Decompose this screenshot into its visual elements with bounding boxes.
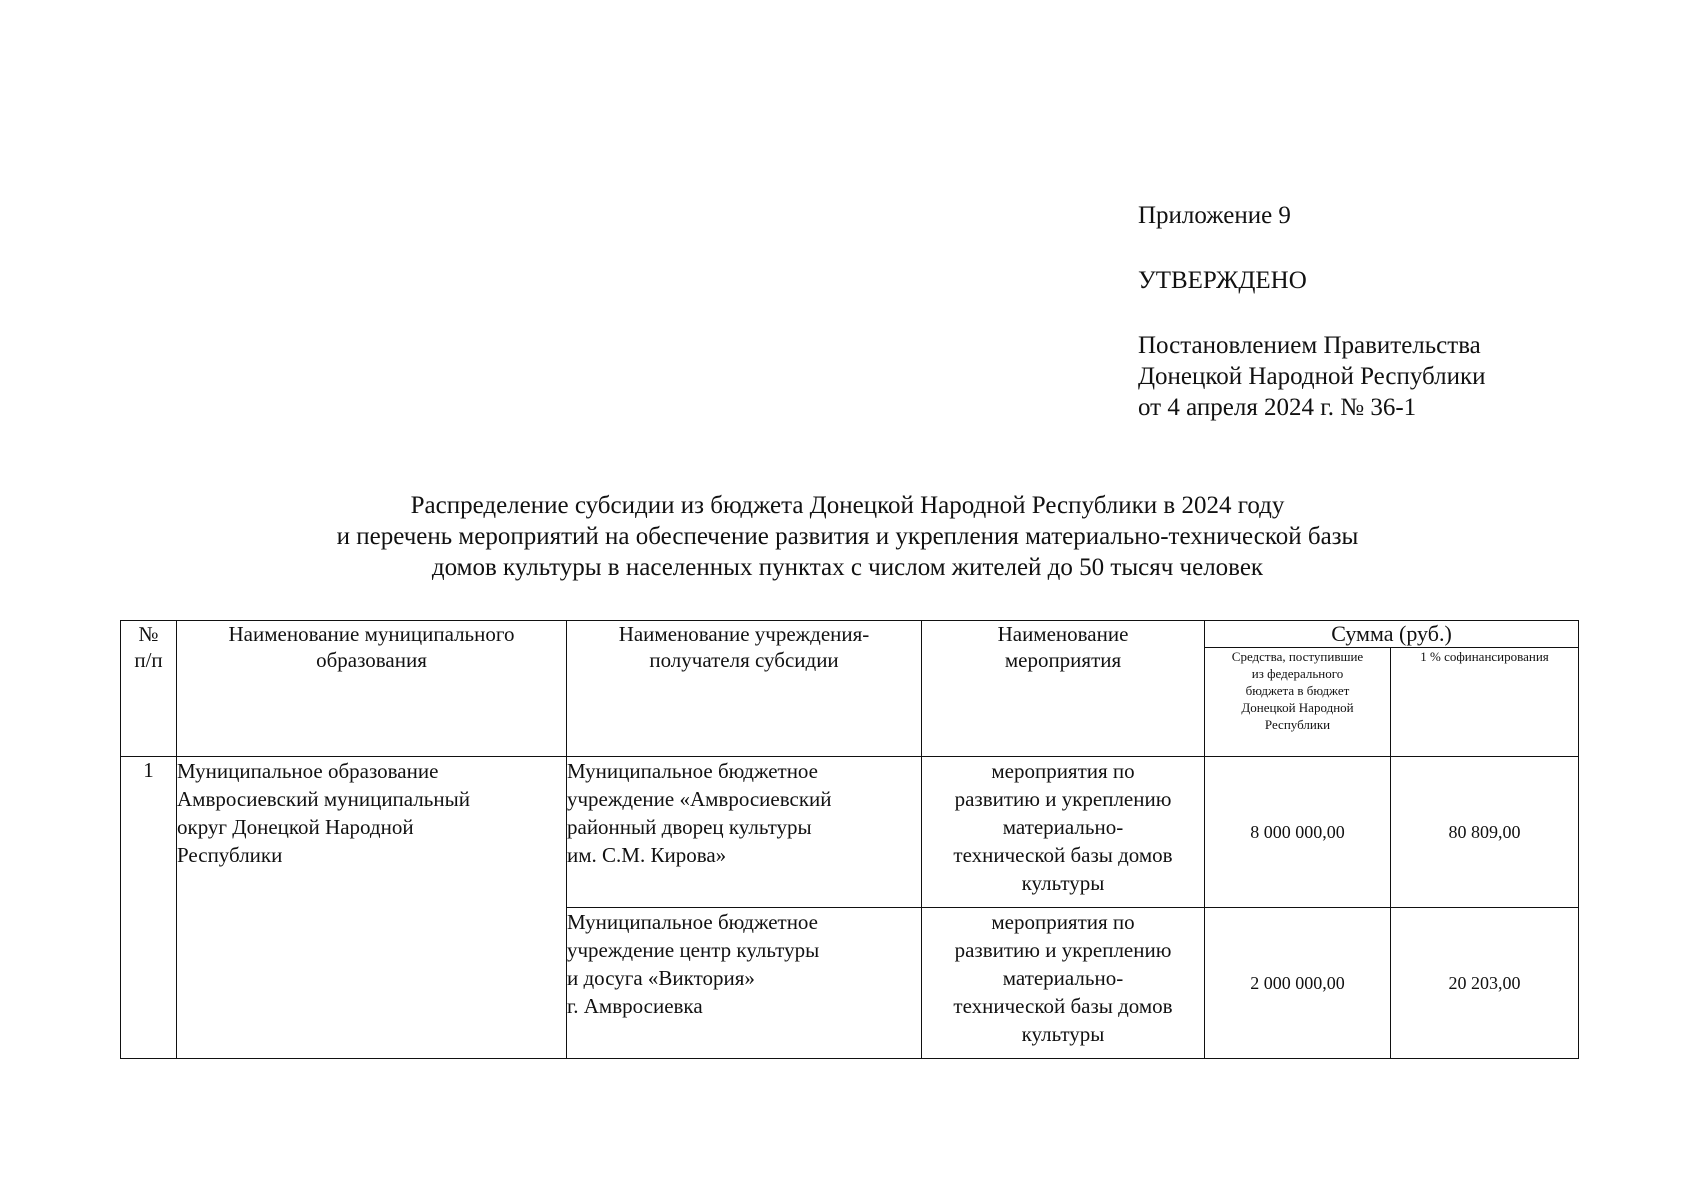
approval-block xyxy=(1138,200,1638,423)
appendix-label: Приложение 9 xyxy=(1138,202,1291,229)
header-event: Наименование мероприятия xyxy=(922,621,1205,757)
decree-line-1: Постановлением Правительства xyxy=(1138,332,1481,359)
title-line-1: Распределение субсидии из бюджета Донецкой Народной Республики в 2024 году xyxy=(410,492,1285,519)
header-municipality: Наименование муниципального образования xyxy=(177,621,567,757)
table-header-row-1 xyxy=(121,621,1579,648)
title-line-3: домов культуры в населенных пунктах с числом жителей до 50 тысяч человек xyxy=(431,554,1264,581)
document-title xyxy=(120,490,1575,583)
federal-amount: 8 000 000,00 xyxy=(1205,757,1391,908)
header-cofinancing: 1 % софинансирования xyxy=(1391,648,1579,757)
federal-amount: 2 000 000,00 xyxy=(1205,908,1391,1059)
header-sum: Сумма (руб.) xyxy=(1205,621,1579,648)
cofinancing-amount: 20 203,00 xyxy=(1391,908,1579,1059)
decree-line-2: Донецкой Народной Республики xyxy=(1138,363,1486,390)
header-institution: Наименование учреждения- получателя субсидии xyxy=(567,621,922,757)
header-federal-funds: Средства, поступившие из федерального бюджета в бюджет Донецкой Народной Республики xyxy=(1205,648,1391,757)
event-name: мероприятия по развитию и укреплению материально- технической базы домов культуры xyxy=(922,757,1205,908)
approved-label: УТВЕРЖДЕНО xyxy=(1138,267,1307,294)
decree-line-3: от 4 апреля 2024 г. № 36-1 xyxy=(1138,394,1417,421)
row-number: 1 xyxy=(121,757,177,1059)
institution-name: Муниципальное бюджетное учреждение центр культуры и досуга «Виктория» г. Амвросиевка xyxy=(567,908,922,1059)
table-row xyxy=(121,757,1579,908)
cofinancing-amount: 80 809,00 xyxy=(1391,757,1579,908)
subsidy-table xyxy=(120,620,1579,1059)
title-line-2: и перечень мероприятий на обеспечение развития и укрепления материально-технической базы xyxy=(336,523,1359,550)
header-num: № п/п xyxy=(121,621,177,757)
institution-name: Муниципальное бюджетное учреждение «Амвросиевский районный дворец культуры им. С.М. Кирова» xyxy=(567,757,922,908)
event-name: мероприятия по развитию и укреплению материально- технической базы домов культуры xyxy=(922,908,1205,1059)
municipality-name: Муниципальное образование Амвросиевский муниципальный округ Донецкой Народной Республики xyxy=(177,757,567,1059)
